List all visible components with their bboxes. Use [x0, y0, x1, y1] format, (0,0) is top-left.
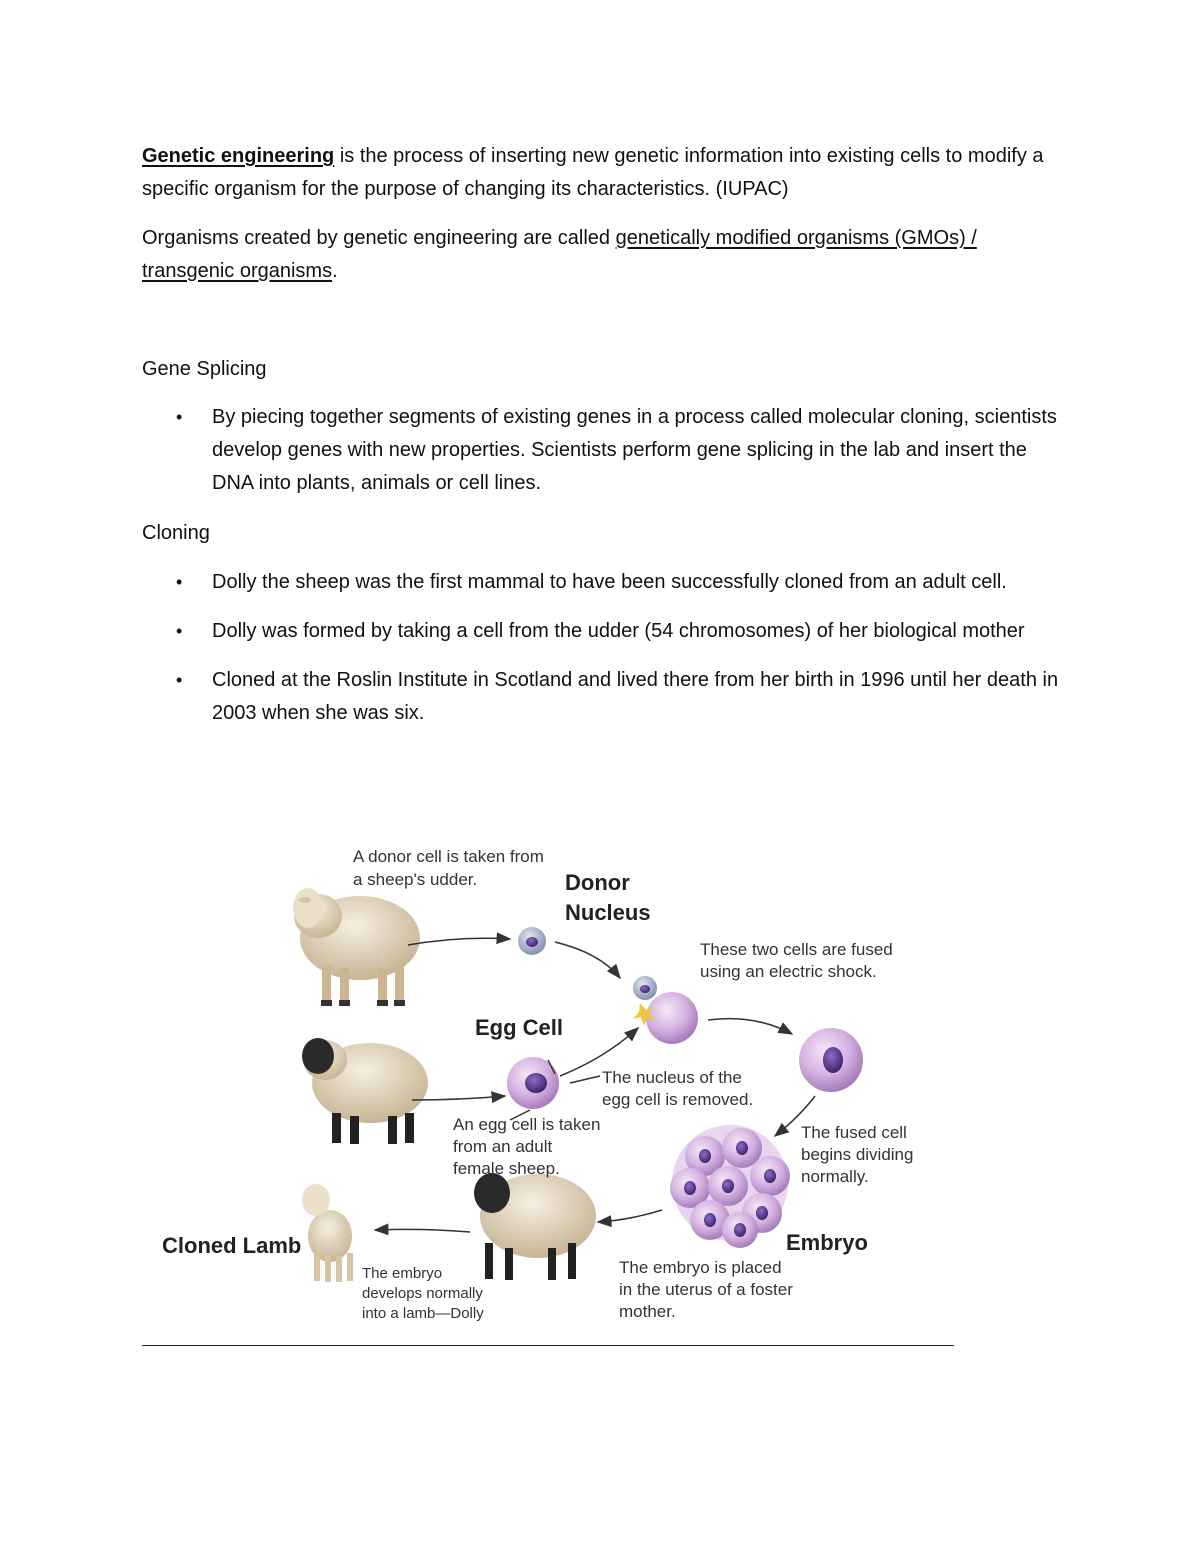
pointer-nucleus-removed [570, 1076, 600, 1083]
donor-sheep-icon [293, 888, 420, 1006]
horizontal-rule [142, 1345, 954, 1346]
bullet-icon: • [176, 572, 183, 592]
dolly-cloning-diagram [150, 838, 1080, 1328]
bullet-icon: • [176, 621, 183, 641]
fused-divides-caption: The fused cell begins dividing normally. [801, 1123, 914, 1186]
bullet-icon: • [176, 670, 183, 690]
list-item: • Cloned at the Roslin Institute in Scotland and lived there from her birth in 1996 until her death in 2003 when she was six. [142, 664, 1072, 730]
egg-taken-caption: An egg cell is taken from an adult female sheep. [453, 1115, 601, 1178]
embryo-placed-caption: The embryo is placed in the uterus of a foster mother. [619, 1258, 793, 1321]
gmo-term: genetically modified organisms (GMOs) / transgenic organisms [142, 227, 977, 282]
egg-donor-sheep-icon [302, 1038, 428, 1144]
donor-nucleus-label: Donor Nucleus [565, 870, 651, 925]
definition-text: is the process of inserting new genetic information into existing cells to modify a specific organism for the purpose of changing its characteristics. (IUPAC) [142, 145, 1044, 200]
embryo-label: Embryo [786, 1230, 868, 1255]
cloned-lamb-label: Cloned Lamb [162, 1233, 302, 1258]
embryo-icon [670, 1125, 790, 1248]
list-item: • Dolly was formed by taking a cell from the udder (54 chromosomes) of her biological mother [142, 615, 1072, 648]
arrow-embryo-to-foster [598, 1210, 662, 1222]
donor-caption: A donor cell is taken from a sheep's udder. [353, 847, 544, 889]
heading-gene-splicing: Gene Splicing [142, 358, 267, 380]
arrow-sheep-to-egg [412, 1096, 505, 1100]
foster-mother-sheep-icon [474, 1173, 596, 1280]
gmo-paragraph [142, 222, 1062, 288]
cloning-list [142, 566, 1072, 746]
fused-cell-icon [799, 1028, 863, 1092]
gmo-prefix: Organisms created by genetic engineering are called [142, 227, 616, 249]
embryo-develops-caption: The embryo develops normally into a lamb—Dolly [362, 1265, 484, 1322]
heading-cloning: Cloning [142, 522, 210, 544]
list-item: • By piecing together segments of existing genes in a process called molecular cloning, scientists develop genes with new properties. Scientists perform gene splicing in the lab and insert the DNA into plants, animals or cell lines. [142, 401, 1072, 500]
egg-cell-label: Egg Cell [475, 1015, 564, 1040]
gmo-suffix: . [332, 260, 338, 282]
term-genetic-engineering: Genetic engineering [142, 145, 335, 167]
arrow-foster-to-lamb [375, 1229, 470, 1232]
cloned-lamb-icon [302, 1184, 353, 1282]
arrow-fusion-to-fused [708, 1019, 792, 1034]
arrow-donor-to-cell [408, 938, 510, 945]
donor-cell-icon [518, 927, 546, 955]
nucleus-removed-caption: The nucleus of the egg cell is removed. [602, 1068, 754, 1109]
intro-definition [142, 140, 1062, 206]
gene-splicing-list [142, 401, 1072, 516]
bullet-icon: • [176, 407, 183, 427]
fusion-cells-icon [633, 976, 698, 1044]
list-item: • Dolly the sheep was the first mammal to have been successfully cloned from an adult cell. [142, 566, 1072, 599]
arrow-cell-to-fusion [555, 942, 620, 978]
fused-caption: These two cells are fused using an electric shock. [700, 940, 893, 981]
